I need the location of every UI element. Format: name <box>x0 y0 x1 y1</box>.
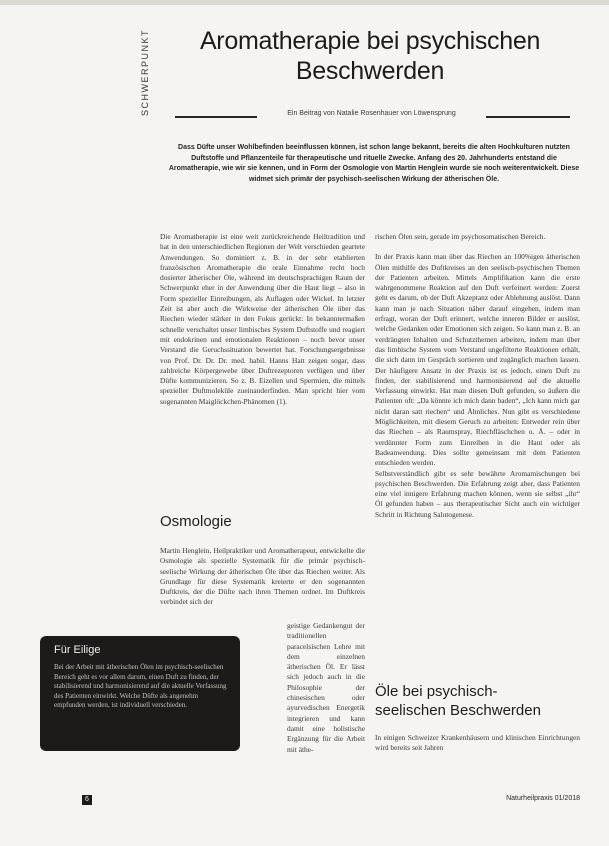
column-1-intro <box>160 232 365 407</box>
info-box-fuer-eilige <box>40 636 240 751</box>
title-line-1: Aromatherapie bei psychischen <box>199 27 541 55</box>
article-title <box>160 26 580 86</box>
heading-osmologie: Osmologie <box>160 513 232 530</box>
byline-rule-right <box>486 116 570 118</box>
col2-paragraph-3: Selbstverständlich gibt es sehr bewährte Aromamischungen bei psychischen Beschwerden. Die Erfahrung zeigt aber, dass Patienten eine viel innigere Erfahrung machen können, wenn sie selbst „ihr“ Öl gefunden haben – aus therapeutischer Sicht auch ein wichtiger Schritt in Richtung Salutogenese. <box>375 468 580 519</box>
byline-block <box>175 109 570 123</box>
byline-rule-left <box>175 116 257 118</box>
column-1-osmologie-cont <box>287 621 365 755</box>
heading-oele <box>375 682 541 720</box>
oele-paragraph: In einigen Schweizer Krankenhäusern und klinischen Einrichtungen wird bereits seit Jahren <box>375 733 580 753</box>
column-2-oele <box>375 733 580 754</box>
info-box-title: Für Eilige <box>54 644 101 656</box>
intro-paragraph: Die Aromatherapie ist eine weit zurückreichende Heiltradition und hat in den unterschiedlichen Regionen der Welt verschieden geartete Anwendungen. So dominiert z. B. in der sehr etablierten französischen Aromatherapie die orale Einnahme recht hoch dosierter ätherischer Öle, während im deutschsprachigen Raum der Schwerpunkt eher in der Anwendung über die Haut liegt – also in Form spezieller Einreibungen, als Auflagen oder Wickel. In letzter Zeit ist aber auch die Wirkweise der ätherischen Öle über das Riechen wieder stärker in den Fokus gerückt: In bekanntermaßen schnelle verschaltet unser limbisches System Duftstoffe und reagiert mit endokrinen und emotionalen Reaktionen – noch bevor unser Verstand die Geruchssituation bewertet hat. Forschungsergebnisse von Prof. Dr. Dr. Dr. med. habil. Hanns Hatt zeigen sogar, dass zahlreiche Körpergewebe über Duftrezeptoren verfügen und über Düfte kommunizieren. So z. B. Eizellen und Spermien, die mittels spezieller Duftmoleküle zueinanderfinden. Man spricht hier vom sogenannten Maiglöckchen-Phänomen (1). <box>160 232 365 406</box>
osmologie-paragraph-cont: geistige Gedankengut der traditionellen paracelsischen Lehre mit dem einzelnen ätherischen Öl. Er lässt sich jedoch auch in die Philosophie der chinesischen oder ayurvedischen Energetik integrieren und kann damit eine holistische Ergänzung für die Arbeit mit äthe- <box>287 621 365 754</box>
heading-oele-line-1: Öle bei psychisch- <box>375 683 498 700</box>
col2-paragraph-2: In der Praxis kann man über das Riechen an 100%igen ätherischen Ölen mithilfe des Duftkreises an den seelisch-psychischen Themen der Patienten arbeiten. Mittels Amplifikation kann die erste wahrgenommene Reaktion auf den Duft verfeinert werden: Zuerst geht es darum, ob der Duft Akzeptanz oder Ablehnung auslöst. Dann kann man je nach Situation näher darauf eingehen, indem man erfragt, woran der Duft erinnert, welche inneren Bilder er auslöst, welche Gedanken oder Emotionen sich zeigen. So kann man z. B. an verdrängten Inhalten und Schutzthemen arbeiten, indem man über das limbische System vom Verstand ungefilterte Reaktionen erhält, die sich dann im Gespräch sortieren und zugänglich machen lassen. Der häufigere Ansatz in der Praxis ist es jedoch, einen Duft zu finden, der stabilisierend und harmonisierend auf die aktuelle Verfassung einwirkt. Hat man diesen Duft gefunden, so äußern die Patienten oft: „Da könnte ich mich dann baden“, „Ich kann mich gar nicht daran satt riechen“ und Ähnliches. Nun gibt es verschiedene Möglichkeiten, mit diesem Geruch zu arbeiten: Entweder rein über das Riechen – als Raumspray, Riechfläschchen o. Ä. – oder in verdünnter Form zum Einreiben in die Haut oder als Badeanwendung. Dies sollte gemeinsam mit dem Patienten entschieden werden. <box>375 252 580 468</box>
info-box-text: Bei der Arbeit mit ätherischen Ölen im psychisch-seelischen Bereich geht es vor allem darum, einen Duft zu finden, der stabilisierend und harmonisierend auf die aktuelle Verfassung des Patienten einwirkt. Welche Düfte als angenehm empfunden werden, ist individuell verschieden. <box>54 663 227 710</box>
top-edge <box>0 0 609 5</box>
title-line-2: Beschwerden <box>295 57 445 85</box>
page-number: 6 <box>82 795 92 805</box>
column-2 <box>375 232 580 520</box>
byline: Ein Beitrag von Natalie Rosenhauer von Löwensprung <box>287 110 456 117</box>
footer-publication: Naturheilpraxis 01/2018 <box>506 795 580 802</box>
lead-paragraph: Dass Düfte unser Wohlbefinden beeinflussen können, ist schon lange bekannt, bereits die alten Hochkulturen nutzten Duftstoffe und Pflanzenteile für therapeutische und rituelle Zwecke. Anfang des 20. Jahrhunderts entstand die Aromatherapie, wie wir sie kennen, und in Form der Osmologie von Martin Henglein wurde sie noch weiterentwickelt. Diese widmet sich primär der psychisch-seelischen Wirkung der ätherischen Öle. <box>168 144 580 183</box>
osmologie-paragraph: Martin Henglein, Heilpraktiker und Aromatherapeut, entwickelte die Osmologie als spezielle Systematik für die primär psychisch-seelische Wirkung der ätherischen Öle über das Riechen weiter. Als Grundlage für diese Systematik kreierte er den sogenannten Duftkreis, der die Düfte nach ihren Themen ordnet. Im Duftkreis verbindet sich der <box>160 546 365 607</box>
section-label: SCHWERPUNKT <box>140 28 150 116</box>
col2-paragraph-1: rischen Ölen sein, gerade im psychosomatischen Bereich. <box>375 232 546 241</box>
heading-oele-line-2: seelischen Beschwerden <box>375 702 541 719</box>
column-1-osmologie <box>160 546 365 608</box>
